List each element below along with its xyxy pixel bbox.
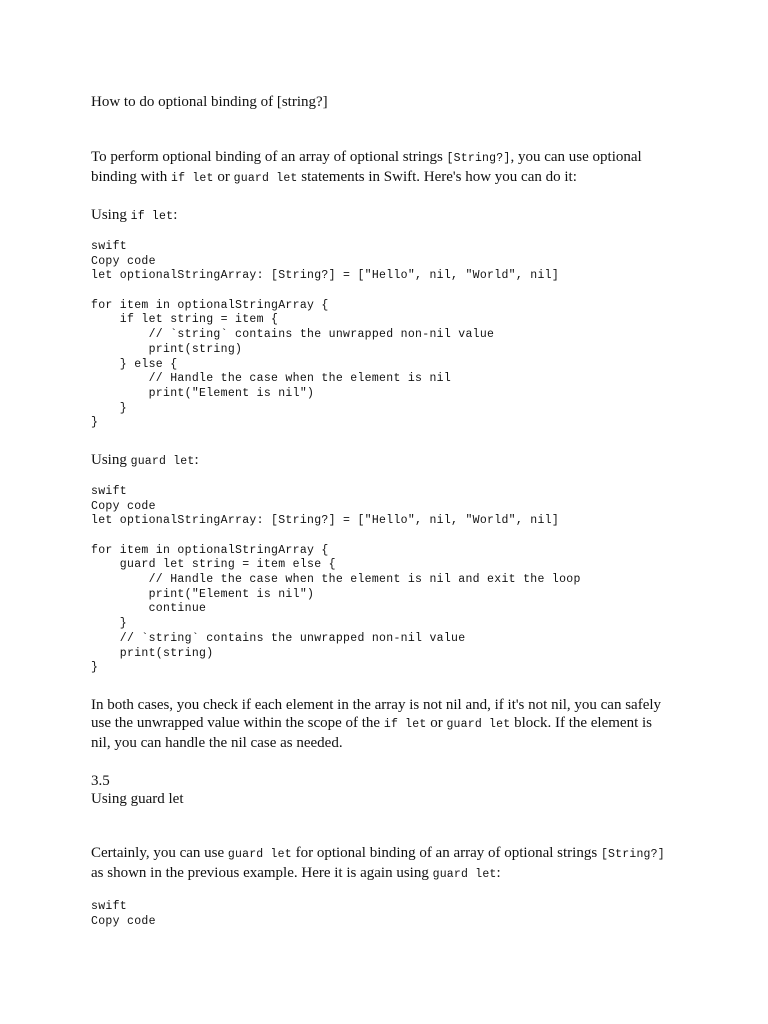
inline-code: guard let <box>130 454 195 468</box>
code-line <box>91 529 691 544</box>
summary-paragraph: In both cases, you check if each element in the array is not nil and, if it's not nil, you can safely use the unwrapped value within the scope of the if let or guard let block. If the element is nil, you can handle the nil case as needed. <box>91 696 662 751</box>
code-line: let optionalStringArray: [String?] = ["Hello", nil, "World", nil] <box>91 514 560 528</box>
code-line: // Handle the case when the element is nil <box>91 372 452 386</box>
section-heading-guard-let: Using guard let: <box>91 451 199 468</box>
code-line: print("Element is nil") <box>91 587 315 601</box>
intro-text: binding with <box>91 169 172 185</box>
code-line: } <box>91 416 99 430</box>
code-line: if let string = item { <box>91 313 279 327</box>
inline-code: [String?] <box>600 847 665 861</box>
code-lines <box>91 514 691 676</box>
inline-code: guard let <box>446 717 511 731</box>
inline-code: if let <box>171 172 214 185</box>
inline-code: guard let <box>227 847 292 861</box>
code-line: let optionalStringArray: [String?] = ["Hello", nil, "World", nil] <box>91 269 560 283</box>
code-line: // `string` contains the unwrapped non-nil value <box>91 631 466 645</box>
section-heading-if-let: Using if let: <box>91 207 178 223</box>
code-line: // Handle the case when the element is nil and exit the loop <box>91 573 581 587</box>
code-line: } <box>91 617 128 631</box>
intro-paragraph <box>91 148 691 188</box>
code-language-label: swift <box>91 240 128 253</box>
copy-code-button[interactable]: Copy code <box>91 254 156 268</box>
intro-text: , you can use optional <box>510 149 642 165</box>
inline-code: guard let <box>432 867 497 881</box>
followup-answer: Certainly, you can use guard let for optional binding of an array of optional strings [String?] as shown in the previous example. Here it is again using guard let: <box>91 844 665 881</box>
code-language-label: swift <box>91 899 128 913</box>
code-line: // `string` contains the unwrapped non-nil value <box>91 328 495 342</box>
question-title: How to do optional binding of [string?] <box>91 94 328 110</box>
intro-text: or <box>213 169 234 185</box>
code-line: print(string) <box>91 342 243 356</box>
code-line: continue <box>91 602 207 616</box>
code-line: print("Element is nil") <box>91 386 315 400</box>
inline-code: [String?] <box>446 152 511 165</box>
code-language-label: swift <box>91 484 128 498</box>
code-block-if-let <box>91 240 691 431</box>
copy-code-button[interactable]: Copy code <box>91 499 156 513</box>
code-lines <box>91 269 691 431</box>
version-number: 3.5 <box>91 772 110 789</box>
followup-question: Using guard let <box>91 790 184 807</box>
code-line: } else { <box>91 357 178 371</box>
code-line: print(string) <box>91 646 214 660</box>
code-line <box>91 284 691 299</box>
copy-code-button[interactable]: Copy code <box>91 914 156 928</box>
code-block-guard-let <box>91 485 691 676</box>
code-line: } <box>91 401 128 415</box>
intro-text: statements in Swift. Here's how you can do it: <box>297 169 577 185</box>
code-line: for item in optionalStringArray { <box>91 543 329 557</box>
code-block-followup <box>91 900 691 929</box>
inline-code: guard let <box>233 172 298 185</box>
code-line: for item in optionalStringArray { <box>91 298 329 312</box>
code-line: guard let string = item else { <box>91 558 336 572</box>
inline-code: if let <box>383 717 427 731</box>
code-line: } <box>91 661 99 675</box>
document-page <box>91 92 691 929</box>
inline-code: if let <box>130 210 174 223</box>
intro-text: To perform optional binding of an array of optional strings <box>91 149 447 165</box>
